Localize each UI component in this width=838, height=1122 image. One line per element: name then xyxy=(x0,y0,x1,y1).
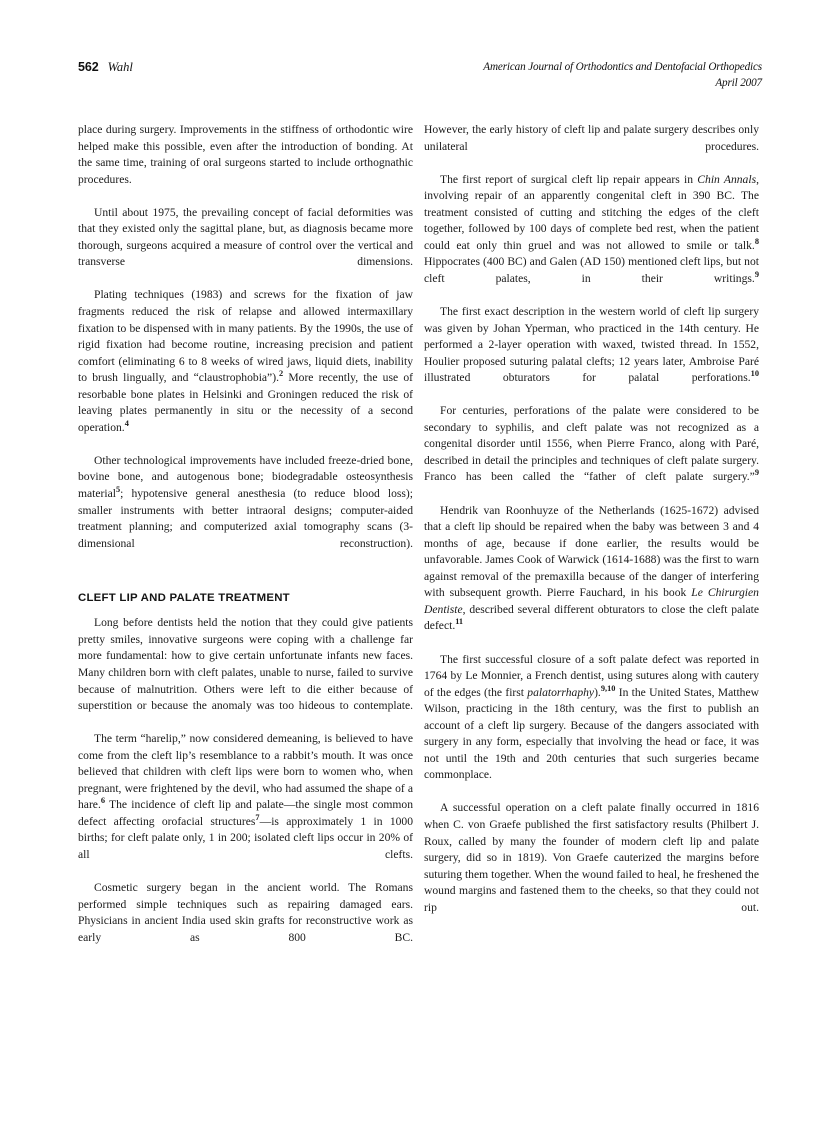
page-number: 562 xyxy=(78,60,99,74)
paragraph: A successful operation on a cleft palate finally occurred in 1816 when C. von Graefe published the first satisfactory results (Philbert J. Roux, called by many the founder of modern cleft lip and palate surgery, did so in 1819). Von Graefe cauterized the margins before suturing them together. When the wound failed to heal, he freshened the wound margins and fastened them to the cheeks, so that they could not rip out. xyxy=(424,801,759,914)
paragraph: Cosmetic surgery began in the ancient world. The Romans performed simple techniques such as repairing damaged ears. Physicians in ancient India used skin grafts for reconstructive work as early as 800 BC. xyxy=(78,881,413,944)
section-heading: CLEFT LIP AND PALATE TREATMENT xyxy=(78,591,290,604)
reference-marker: 7 xyxy=(255,813,260,823)
paragraph xyxy=(78,453,413,569)
running-head xyxy=(78,60,762,94)
left-column xyxy=(78,122,413,963)
paragraph xyxy=(424,172,759,304)
issue-date: April 2007 xyxy=(715,76,762,89)
paragraph xyxy=(424,652,759,801)
paragraph-text: Other technological improvements have included freeze-dried bone, bovine bone, and autogenous bone; biodegradable osteosynthesis material xyxy=(78,453,413,501)
paragraph-text: For centuries, perforations of the palate were considered to be secondary to syphilis, and cleft palate was not recognized as a congenital disorder until 1556, when Pierre Franco, along with Paré, described in detail the principles and techniques of cleft palate surgery. Franco has been called the “father of cleft palate surgery.” xyxy=(424,404,759,484)
running-head-author: Wahl xyxy=(107,60,133,74)
reference-marker: 10 xyxy=(750,369,759,379)
paragraph-text: ). xyxy=(594,685,601,699)
reference-marker: 9,10 xyxy=(600,683,616,693)
reference-marker: 8 xyxy=(754,236,759,246)
book-title: Le Chirurgien Dentiste xyxy=(424,586,759,616)
paragraph-text: The first exact description in the western world of cleft lip surgery was given by Johan Yperman, who practiced in the 14th century. He performed a 2-layer operation with waxed, twisted thread. In 1552, Houlier proposed suturing palatal clefts; 12 years later, Ambroise Paré illustrated obturators for palatal perforations. xyxy=(424,305,759,385)
reference-marker: 4 xyxy=(124,418,129,428)
reference-marker: 9 xyxy=(754,270,759,280)
paragraph: Until about 1975, the prevailing concept of facial deformities was that they existed only the sagittal plane, but, as diagnosis became more thorough, surgeons acquired a measure of control over the vertical and transverse dimensions. xyxy=(78,205,413,269)
paragraph-text: ; hypotensive general anesthesia (to reduce blood loss); smaller instruments with better intraoral designs; computer-aided treatment planning; and computerized axial tomography scans (3-dimensional reconstruction). xyxy=(78,487,413,550)
paragraph-text: , involving repair of an apparently congenital cleft in 390 BC. The treatment consisted of cutting and stitching the edges of the cleft together, followed by 100 days of complete bed rest, when the patient could eat only thin gruel and was not allowed to smile or talk. xyxy=(424,172,759,252)
paragraph: place during surgery. Improvements in the stiffness of orthodontic wire helped make this possible, even after the introduction of bonding. At the same time, training of oral surgeons started to include orthognathic procedures. xyxy=(78,123,413,186)
paragraph-text: The first report of surgical cleft lip repair appears in xyxy=(440,172,698,186)
right-column xyxy=(424,122,759,933)
reference-marker: 5 xyxy=(115,485,121,495)
paragraph xyxy=(424,503,759,652)
term-italic: palatorrhaphy xyxy=(527,685,595,699)
paragraph-text: —is approximately 1 in 1000 births; for cleft palate only, 1 in 200; isolated cleft lips occur in 20% of all clefts. xyxy=(78,814,414,861)
paragraph: However, the early history of cleft lip and palate surgery describes only unilateral procedures. xyxy=(424,123,759,153)
paragraph: Long before dentists held the notion that they could give patients pretty smiles, innovative surgeons were coping with a challenge far more fundamental: how to give certain unfortunate infants new faces. Many children born with cleft palates, unable to nurse, failed to survive because of malnutrition. Others were left to die either because of superstition or because the anomaly was too hideous to contemplate. xyxy=(78,616,413,713)
paragraph xyxy=(424,403,759,502)
paragraph xyxy=(78,287,413,452)
paragraph-text: More recently, the use of resorbable bone plates in Helsinki and Groningen reduced the risk of leaving plates permanently in situ or the necessity of a second operation. xyxy=(78,371,413,434)
reference-marker: 6 xyxy=(100,796,106,806)
book-title: Chin Annals xyxy=(697,172,757,186)
paragraph-text: The incidence of cleft lip and palate—the single most common defect affecting orofacial structures xyxy=(78,798,413,828)
paragraph-text: Hippocrates (400 BC) and Galen (AD 150) mentioned cleft lips, but not cleft palates, in their writings. xyxy=(424,255,759,285)
paragraph-text: The first successful closure of a soft palate defect was reported in 1764 by Le Monnier, a French dentist, using sutures along with cautery of the edges (the first xyxy=(424,652,759,699)
journal-title: American Journal of Orthodontics and Dentofacial Orthopedics xyxy=(483,61,762,73)
spacer xyxy=(78,569,413,590)
paragraph-text: Hendrik van Roonhuyze of the Netherlands (1625-1672) advised that a cleft lip should be repaired when the baby was between 3 and 4 months of age, because if done earlier, the results would be unfavorable. James Cook of Warwick (1614-1688) was the first to warn against removal of the premaxilla because of the danger of interfering with subsequent growth. Pierre Fauchard, in his book xyxy=(424,503,759,600)
paragraph-text: The term “harelip,” now considered demeaning, is believed to have come from the cleft lip’s resemblance to a rabbit’s mouth. It was once believed that children with cleft lips were born to women who, when pregnant, were frightened by the devil, who had assumed the shape of a hare. xyxy=(78,732,413,812)
paragraph-text: In the United States, Matthew Wilson, practicing in the 18th century, was the first to publish an account of a cleft lip surgery. Because of the dangers associated with surgery in any form, especially that involving the head or face, it was not until the 19th and 20th centuries that such surgeries became commonplace. xyxy=(424,685,759,782)
paragraph xyxy=(78,731,413,880)
paragraph-text: Plating techniques (1983) and screws for the fixation of jaw fragments reduced the risk of relapse and allowed intermaxillary fixation to be dispensed with in many patients. By the 1990s, the use of rigid fixation had become routine, increasing precision and patient comfort (eliminating 6 to 8 weeks of wired jaws, liquid diets, inability to brush lingually, and “claustrophobia”). xyxy=(78,288,413,385)
running-head-journal xyxy=(483,60,762,91)
reference-marker: 9 xyxy=(754,468,759,478)
reference-marker: 2 xyxy=(278,369,284,379)
paragraph-text: , described several different obturators to close the cleft palate defect. xyxy=(424,602,759,633)
reference-marker: 11 xyxy=(455,617,464,627)
paragraph xyxy=(424,304,759,403)
running-head-left xyxy=(78,60,133,75)
spacer xyxy=(78,606,413,615)
